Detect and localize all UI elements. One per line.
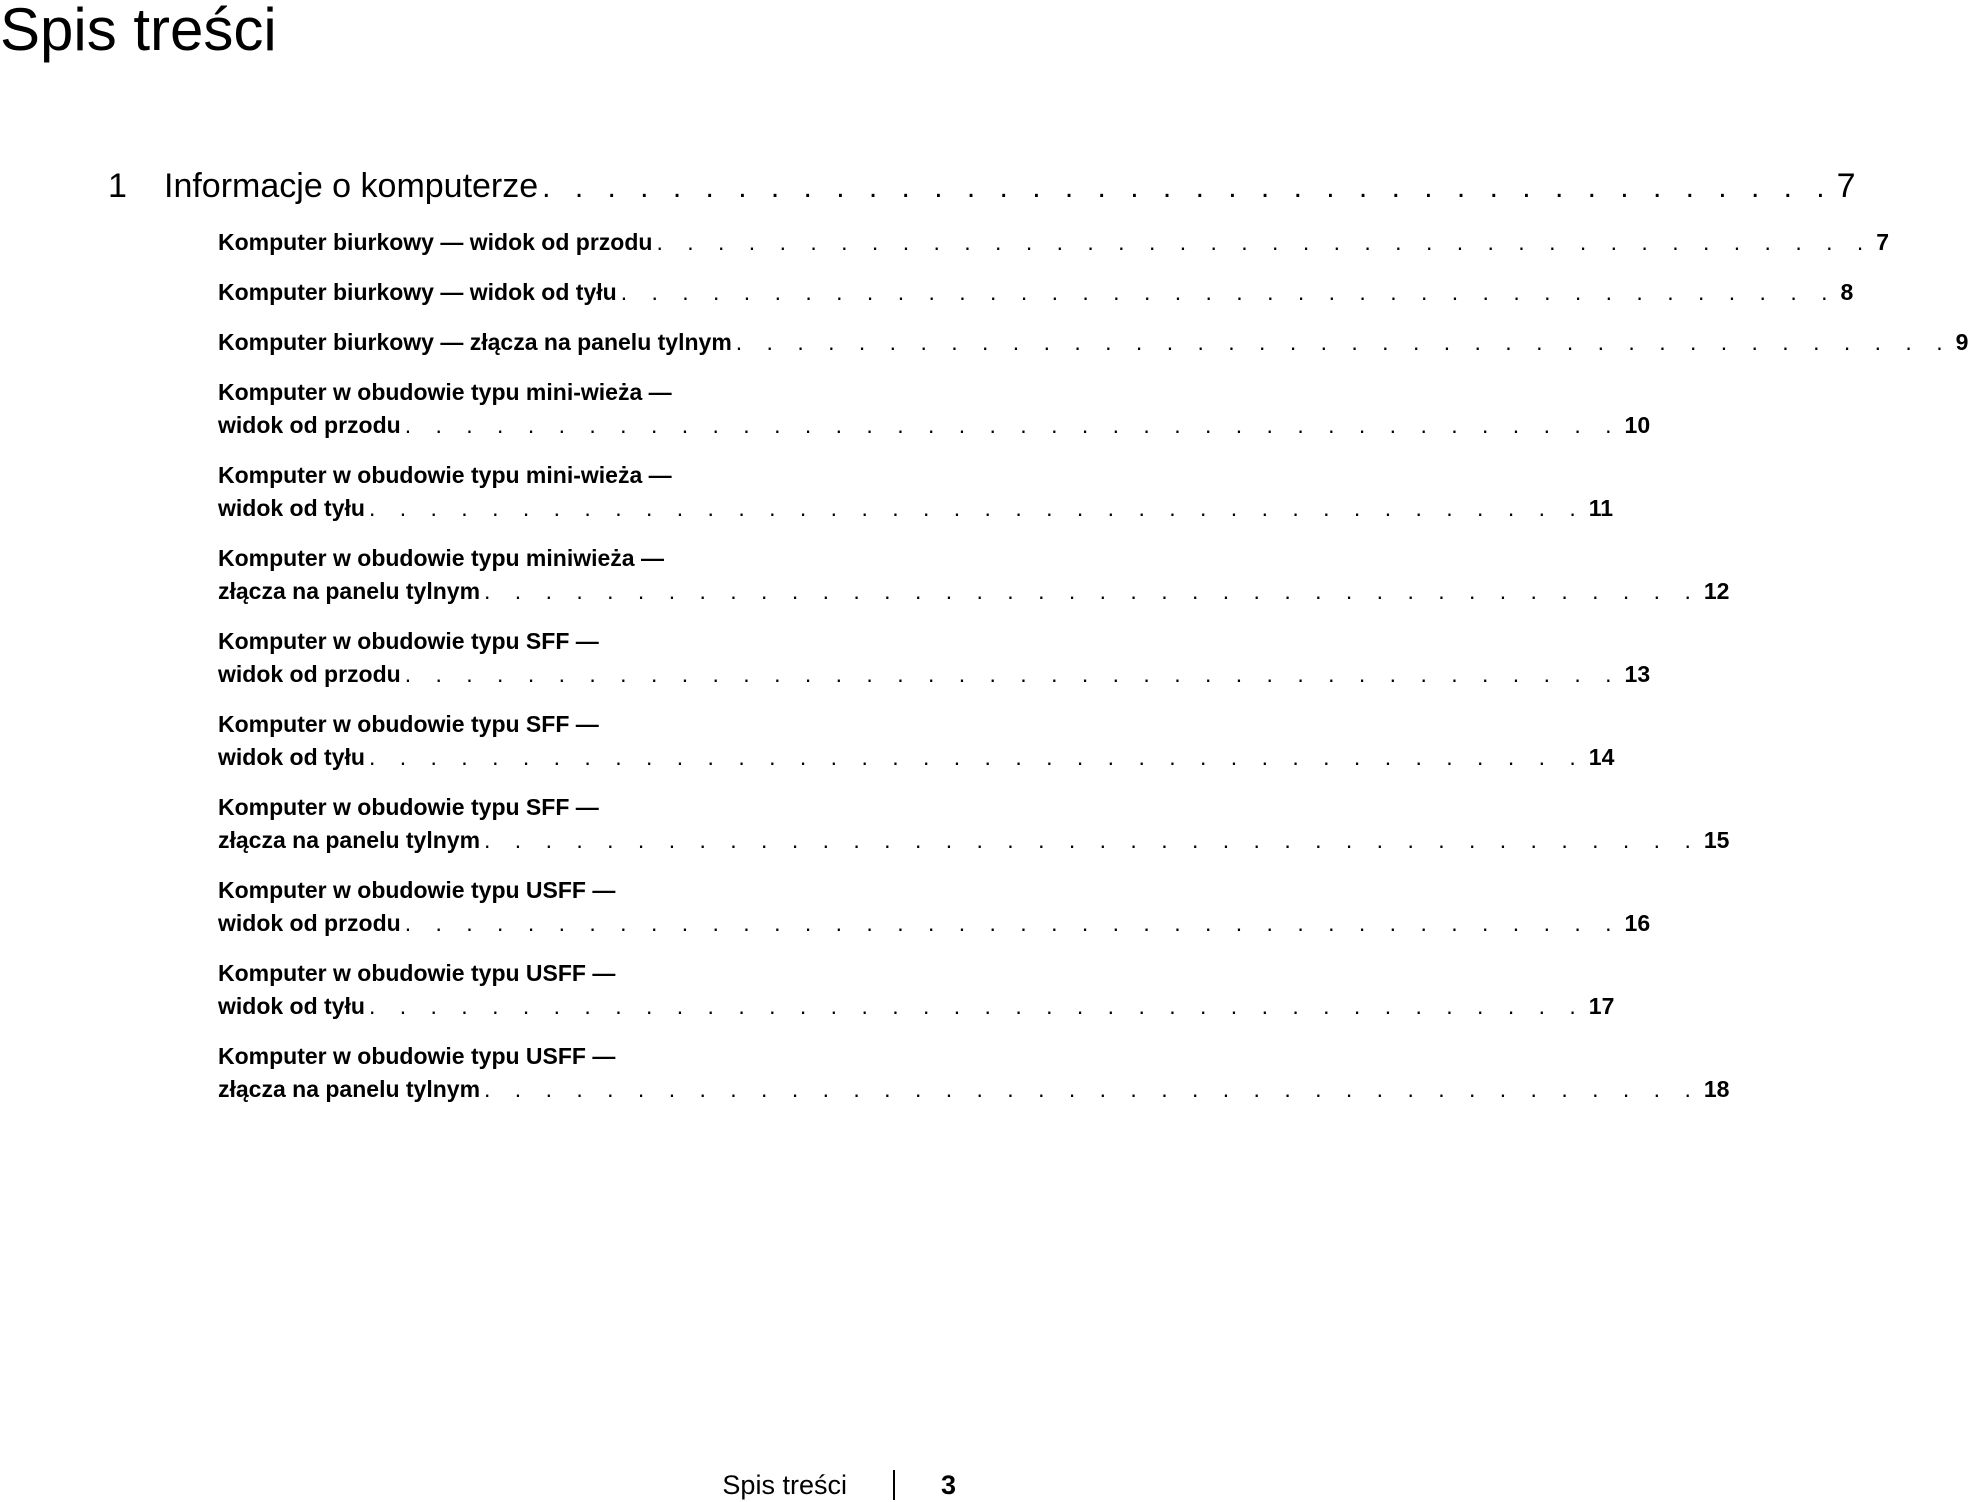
toc-entry-title-cont: widok od tyłu bbox=[218, 744, 365, 770]
toc-entry-title-cont: złącza na panelu tylnym bbox=[218, 578, 481, 604]
footer-page-number: 3 bbox=[940, 1469, 956, 1500]
dot-leader: . . . . . . . . . . . . . . . . . . . . . . . . . . . . . . . . . . . . . . . . bbox=[656, 229, 1873, 255]
toc-entry-title-cont: widok od tyłu bbox=[218, 495, 365, 521]
dot-leader: . . . . . . . . . . . . . . . . . . . . . . . . . . . . . . . . . . . . . . . . bbox=[484, 1076, 1700, 1102]
toc-entry[interactable] bbox=[218, 326, 1968, 359]
toc-entry-title: Komputer w obudowie typu USFF — bbox=[218, 960, 616, 986]
toc-entry[interactable] bbox=[218, 376, 1651, 442]
toc-entry-title: Komputer biurkowy — złącza na panelu tylnym bbox=[218, 329, 732, 355]
page-title: Spis treści bbox=[0, 0, 277, 63]
toc-entry-page: 12 bbox=[1703, 578, 1730, 604]
dot-leader: . . . . . . . . . . . . . . . . . . . . . . . . . . . . . . . . . . . . . . . . bbox=[484, 578, 1700, 604]
toc-entry[interactable] bbox=[218, 1040, 1730, 1106]
dot-leader: . . . . . . . . . . . . . . . . . . . . . . . . . . . . . . . . . . . . . . . . bbox=[368, 744, 1585, 770]
toc-entry-title: Komputer w obudowie typu SFF — bbox=[218, 711, 599, 737]
toc-entry[interactable] bbox=[218, 226, 1890, 259]
toc-entry-title: Komputer w obudowie typu miniwieża — bbox=[218, 545, 664, 571]
toc-entry-page: 14 bbox=[1588, 744, 1615, 770]
page-footer bbox=[722, 1468, 956, 1502]
toc-entry[interactable] bbox=[218, 625, 1651, 691]
toc-entry-title-cont: złącza na panelu tylnym bbox=[218, 1076, 481, 1102]
toc-entry[interactable] bbox=[218, 276, 1854, 309]
toc-entry-page: 9 bbox=[1955, 329, 1968, 355]
toc-entry[interactable] bbox=[218, 874, 1651, 940]
toc-entry[interactable] bbox=[218, 791, 1730, 857]
dot-leader: . . . . . . . . . . . . . . . . . . . . . . . . . . . . . . . . . . . . . . . . bbox=[368, 495, 1585, 521]
toc-entry[interactable] bbox=[218, 957, 1615, 1023]
dot-leader: . . . . . . . . . . . . . . . . . . . . . . . . . . . . . . . . . . . . . . . . bbox=[542, 171, 1833, 204]
toc-entry-page: 18 bbox=[1703, 1076, 1730, 1102]
toc-entry-title: Komputer w obudowie typu mini-wieża — bbox=[218, 462, 672, 488]
toc-entry-title-cont: złącza na panelu tylnym bbox=[218, 827, 481, 853]
toc-entry-title: Komputer w obudowie typu SFF — bbox=[218, 794, 599, 820]
toc-chapter-1[interactable] bbox=[108, 164, 1856, 208]
toc-entry-title: Komputer w obudowie typu mini-wieża — bbox=[218, 379, 672, 405]
toc-entry-title-cont: widok od przodu bbox=[218, 661, 401, 687]
toc-entry-title: Komputer w obudowie typu USFF — bbox=[218, 1043, 616, 1069]
dot-leader: . . . . . . . . . . . . . . . . . . . . . . . . . . . . . . . . . . . . . . . . bbox=[484, 827, 1700, 853]
dot-leader: . . . . . . . . . . . . . . . . . . . . . . . . . . . . . . . . . . . . . . . . bbox=[735, 329, 1952, 355]
footer-section-title: Spis treści bbox=[722, 1469, 847, 1500]
dot-leader: . . . . . . . . . . . . . . . . . . . . . . . . . . . . . . . . . . . . . . . . bbox=[404, 412, 1621, 438]
toc-entry-title: Komputer w obudowie typu SFF — bbox=[218, 628, 599, 654]
toc-entry-title-cont: widok od tyłu bbox=[218, 993, 365, 1019]
toc-entry-page: 7 bbox=[1876, 229, 1890, 255]
toc-entry[interactable] bbox=[218, 708, 1615, 774]
dot-leader: . . . . . . . . . . . . . . . . . . . . . . . . . . . . . . . . . . . . . . . . bbox=[368, 993, 1585, 1019]
toc-entry-title: Komputer biurkowy — widok od przodu bbox=[218, 229, 653, 255]
toc-entry-page: 13 bbox=[1624, 661, 1651, 687]
toc-entry[interactable] bbox=[218, 459, 1614, 525]
dot-leader: . . . . . . . . . . . . . . . . . . . . . . . . . . . . . . . . . . . . . . . . bbox=[404, 910, 1621, 936]
chapter-number: 1 bbox=[108, 167, 127, 205]
toc-entry-title: Komputer w obudowie typu USFF — bbox=[218, 877, 616, 903]
dot-leader: . . . . . . . . . . . . . . . . . . . . . . . . . . . . . . . . . . . . . . . . bbox=[404, 661, 1621, 687]
toc-entry-title: Komputer biurkowy — widok od tyłu bbox=[218, 279, 617, 305]
toc-entry-title-cont: widok od przodu bbox=[218, 910, 401, 936]
dot-leader: . . . . . . . . . . . . . . . . . . . . . . . . . . . . . . . . . . . . . . . . bbox=[620, 279, 1837, 305]
toc-entry-page: 16 bbox=[1624, 910, 1651, 936]
toc-entry-page: 15 bbox=[1703, 827, 1730, 853]
toc-entry-title-cont: widok od przodu bbox=[218, 412, 401, 438]
toc-entry[interactable] bbox=[218, 542, 1730, 608]
toc-entry-page: 8 bbox=[1840, 279, 1854, 305]
footer-separator bbox=[893, 1470, 895, 1500]
toc-entries bbox=[218, 226, 1968, 1123]
toc-entry-page: 10 bbox=[1624, 412, 1651, 438]
chapter-title: Informacje o komputerze bbox=[164, 167, 539, 205]
toc-entry-page: 17 bbox=[1588, 993, 1615, 1019]
toc-entry-page: 11 bbox=[1588, 495, 1614, 521]
chapter-page-number: 7 bbox=[1836, 167, 1856, 205]
